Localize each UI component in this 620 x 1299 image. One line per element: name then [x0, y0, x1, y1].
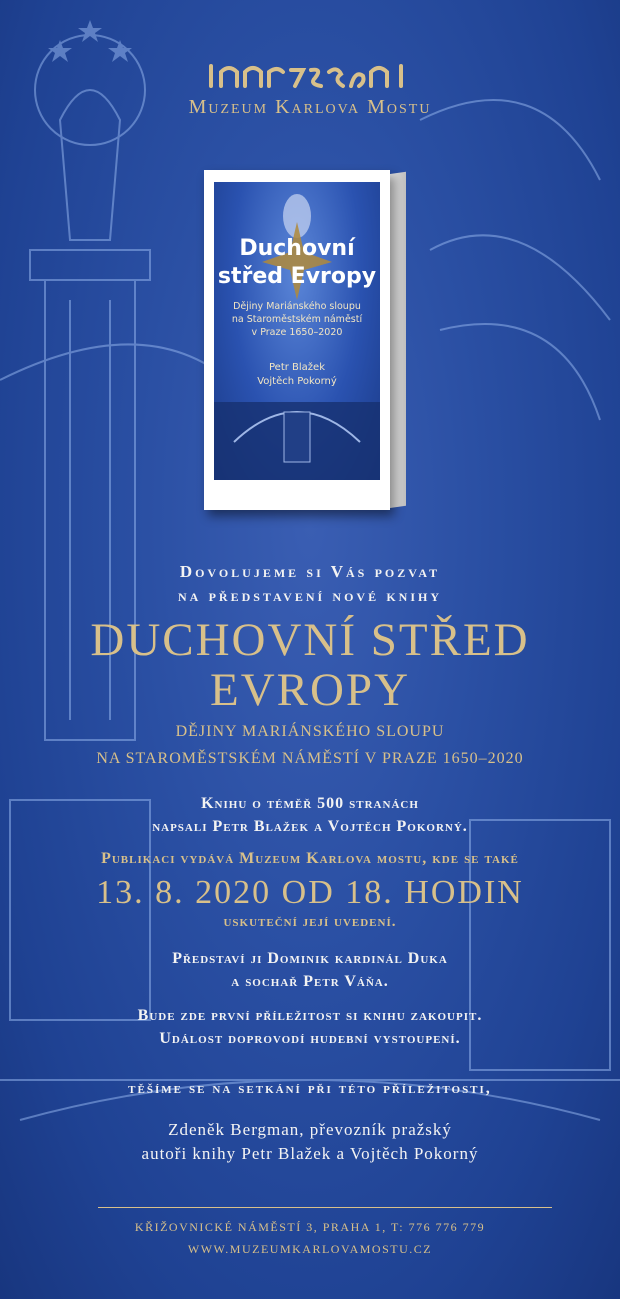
book-title-line1: Duchovní: [239, 236, 355, 261]
book-title-line2: střed Evropy: [217, 264, 377, 289]
footer-address: KŘIŽOVNICKÉ NÁMĚSTÍ 3, PRAHA 1, T: 776 776 779: [134, 1220, 486, 1234]
event-date: 13. 8. 2020 OD 18. HODIN: [96, 874, 524, 911]
closing-line: těšíme se na setkání při této příležitosti,: [128, 1080, 492, 1097]
book-cover: [204, 170, 390, 510]
headline-line2: EVROPY: [209, 664, 411, 716]
book-subtitle-line2: na Staroměstském náměstí: [231, 314, 363, 325]
invite-line2: na představení nové knihy: [178, 586, 442, 605]
book-author1: Petr Blažek: [269, 362, 325, 373]
book-image: [204, 170, 412, 520]
subtitle-line1: DĚJINY MARIÁNSKÉHO SLOUPU: [175, 723, 445, 740]
publisher-line: Publikaci vydává Muzeum Karlova mostu, kde se také: [101, 850, 519, 867]
about-line1: Knihu o téměř 500 stranách: [201, 795, 419, 812]
notes-line2: Událost doprovodí hudební vystoupení.: [159, 1030, 461, 1047]
signature-line2: autoři knihy Petr Blažek a Vojtěch Pokorný: [141, 1144, 479, 1163]
subtitle-line2: NA STAROMĚSTSKÉM NÁMĚSTÍ V PRAZE 1650–2020: [96, 750, 524, 767]
notes-line1: Bude zde první příležitost si knihu zakoupit.: [137, 1007, 483, 1024]
presenters-line2: a sochař Petr Váňa.: [231, 973, 389, 990]
book-subtitle-line3: v Praze 1650–2020: [251, 327, 343, 338]
presenters-line1: Představí ji Dominik kardinál Duka: [172, 950, 448, 967]
book-author2: Vojtěch Pokorný: [257, 376, 337, 387]
headline-line1: DUCHOVNÍ STŘED: [90, 614, 530, 666]
museum-name: Muzeum Karlova Mostu: [188, 96, 432, 118]
footer-website[interactable]: WWW.MUZEUMKARLOVAMOSTU.CZ: [187, 1242, 433, 1256]
event-place: uskuteční její uvedení.: [223, 914, 397, 930]
about-line2: napsali Petr Blažek a Vojtěch Pokorný.: [152, 818, 468, 835]
book-cover-art: [214, 182, 380, 480]
book-subtitle-line1: Dějiny Mariánského sloupu: [233, 301, 361, 312]
bridge-logo-icon: [205, 62, 415, 90]
invite-line1: Dovolujeme si Vás pozvat: [179, 562, 441, 581]
museum-logo: [0, 62, 620, 119]
signature-line1: Zdeněk Bergman, převozník pražský: [168, 1120, 452, 1139]
book-spine: [390, 172, 406, 508]
footer-divider: [98, 1207, 552, 1208]
